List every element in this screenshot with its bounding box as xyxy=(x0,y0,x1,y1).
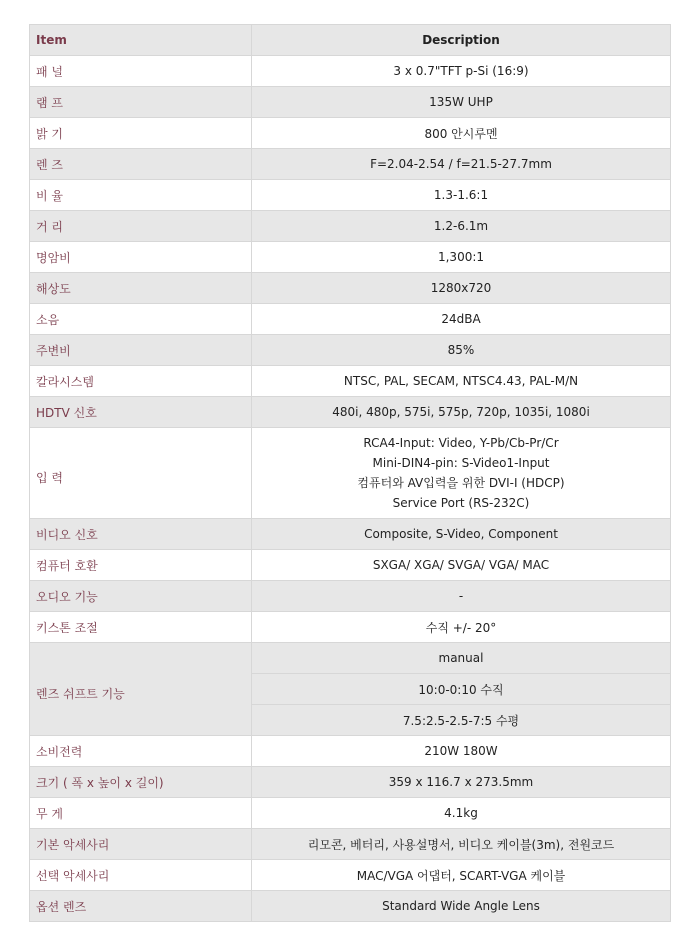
table-header-row xyxy=(30,25,671,56)
row-label: 거 리 xyxy=(30,211,252,242)
row-value: 1,300:1 xyxy=(252,242,671,273)
row-label: HDTV 신호 xyxy=(30,397,252,428)
row-value: 1280x720 xyxy=(252,273,671,304)
row-label: 무 게 xyxy=(30,798,252,829)
row-label: 렌즈 쉬프트 기능 xyxy=(30,643,252,736)
row-label: 패 널 xyxy=(30,56,252,87)
table-row xyxy=(30,242,671,273)
row-label: 입 력 xyxy=(30,428,252,519)
row-value: manual xyxy=(252,643,671,674)
header-description: Description xyxy=(252,25,671,56)
row-value: F=2.04-2.54 / f=21.5-27.7mm xyxy=(252,149,671,180)
row-value: 7.5:2.5-2.5-7:5 수평 xyxy=(252,705,671,736)
row-label: 컴퓨터 호환 xyxy=(30,550,252,581)
row-label: 명암비 xyxy=(30,242,252,273)
row-label: 비디오 신호 xyxy=(30,519,252,550)
row-value: Standard Wide Angle Lens xyxy=(252,891,671,922)
table-row xyxy=(30,798,671,829)
table-row xyxy=(30,519,671,550)
row-label: 렌 즈 xyxy=(30,149,252,180)
row-value: 480i, 480p, 575i, 575p, 720p, 1035i, 1080i xyxy=(252,397,671,428)
table-row xyxy=(30,211,671,242)
row-label: 해상도 xyxy=(30,273,252,304)
input-line: RCA4-Input: Video, Y-Pb/Cb-Pr/Cr xyxy=(363,436,559,450)
table-row xyxy=(30,736,671,767)
spec-table xyxy=(29,24,671,922)
row-value: 4.1kg xyxy=(252,798,671,829)
table-row xyxy=(30,397,671,428)
row-label: 소음 xyxy=(30,304,252,335)
row-value: MAC/VGA 어댑터, SCART-VGA 케이블 xyxy=(252,860,671,891)
row-label: 오디오 기능 xyxy=(30,581,252,612)
row-label: 키스톤 조절 xyxy=(30,612,252,643)
row-label: 비 율 xyxy=(30,180,252,211)
row-value: 10:0-0:10 수직 xyxy=(252,674,671,705)
table-row xyxy=(30,581,671,612)
input-line: Service Port (RS-232C) xyxy=(392,496,530,510)
row-label: 램 프 xyxy=(30,87,252,118)
row-value: 135W UHP xyxy=(252,87,671,118)
table-row xyxy=(30,273,671,304)
table-row xyxy=(30,550,671,581)
input-line: Mini-DIN4-pin: S-Video1-Input xyxy=(372,456,550,470)
row-label: 주변비 xyxy=(30,335,252,366)
row-value: 24dBA xyxy=(252,304,671,335)
row-value: 800 안시루멘 xyxy=(252,118,671,149)
row-value: 210W 180W xyxy=(252,736,671,767)
table-row xyxy=(30,428,671,519)
row-value: 리모콘, 베터리, 사용설명서, 비디오 케이블(3m), 전원코드 xyxy=(252,829,671,860)
header-item: Item xyxy=(30,25,252,56)
table-row xyxy=(30,149,671,180)
row-label: 칼라시스템 xyxy=(30,366,252,397)
table-row xyxy=(30,118,671,149)
row-label: 옵션 렌즈 xyxy=(30,891,252,922)
row-label: 크기 ( 폭 x 높이 x 길이) xyxy=(30,767,252,798)
row-value: - xyxy=(252,581,671,612)
row-label: 밝 기 xyxy=(30,118,252,149)
row-value: 359 x 116.7 x 273.5mm xyxy=(252,767,671,798)
table-row xyxy=(30,891,671,922)
table-row xyxy=(30,860,671,891)
table-row xyxy=(30,829,671,860)
table-row xyxy=(30,304,671,335)
table-row xyxy=(30,767,671,798)
row-value: 1.2-6.1m xyxy=(252,211,671,242)
table-row xyxy=(30,56,671,87)
table-row xyxy=(30,180,671,211)
table-row xyxy=(30,335,671,366)
row-label: 선택 악세사리 xyxy=(30,860,252,891)
input-line: 컴퓨터와 AV입력을 위한 DVI-I (HDCP) xyxy=(357,476,565,490)
row-value-multiline xyxy=(252,428,671,519)
row-value: Composite, S-Video, Component xyxy=(252,519,671,550)
row-label: 기본 악세사리 xyxy=(30,829,252,860)
row-value: SXGA/ XGA/ SVGA/ VGA/ MAC xyxy=(252,550,671,581)
row-value: 수직 +/- 20° xyxy=(252,612,671,643)
table-row xyxy=(30,643,671,674)
table-row xyxy=(30,612,671,643)
row-value: 1.3-1.6:1 xyxy=(252,180,671,211)
row-value: 3 x 0.7"TFT p-Si (16:9) xyxy=(252,56,671,87)
row-value: NTSC, PAL, SECAM, NTSC4.43, PAL-M/N xyxy=(252,366,671,397)
row-value: 85% xyxy=(252,335,671,366)
table-row xyxy=(30,366,671,397)
table-row xyxy=(30,87,671,118)
row-label: 소비전력 xyxy=(30,736,252,767)
